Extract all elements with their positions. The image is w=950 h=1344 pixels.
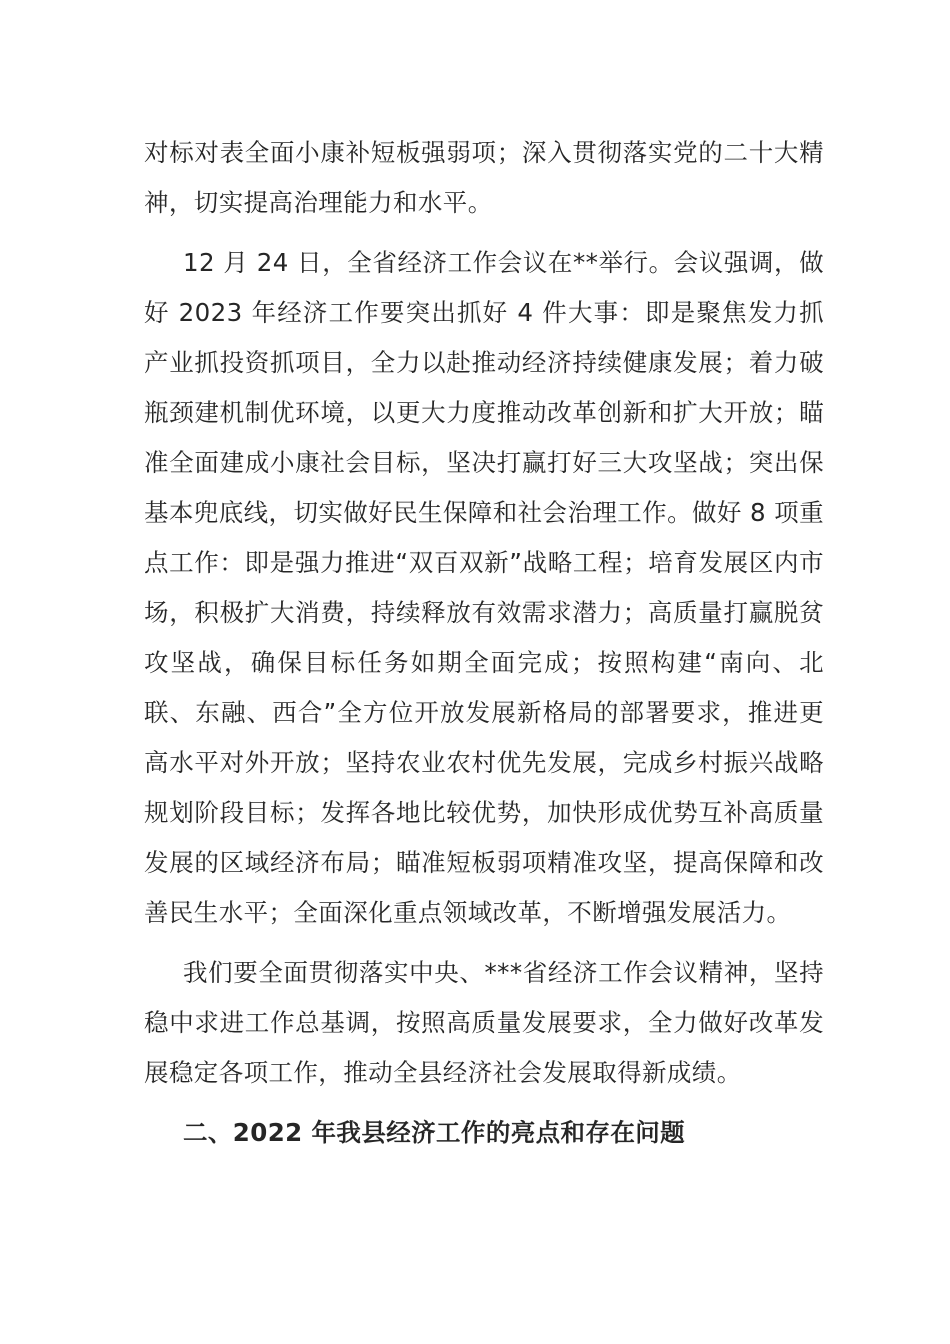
paragraph-implementation: 我们要全面贯彻落实中央、***省经济工作会议精神，坚持稳中求进工作总基调，按照高质量发展要求，全力做好改革发展稳定各项工作，推动全县经济社会发展取得新成绩。 bbox=[144, 958, 824, 1087]
section-heading: 二、2022 年我县经济工作的亮点和存在问题 bbox=[183, 1118, 686, 1147]
document-body bbox=[144, 128, 824, 1158]
paragraph-provincial-meeting: 12 月 24 日，全省经济工作会议在**举行。会议强调，做好 2023 年经济工作要突出抓好 4 件大事：即是聚焦发力抓产业抓投资抓项目，全力以赴推动经济持续健康发展；着力破瓶颈建机制优环境，以更大力度推动改革创新和扩大开放；瞄准全面建成小康社会目标，坚决打赢打好三大攻坚战；突出保基本兜底线，切实做好民生保障和社会治理工作。做好 8 项重点工作：即是强力推进“双百双新”战略工程；培育发展区内市场，积极扩大消费，持续释放有效需求潜力；高质量打赢脱贫攻坚战，确保目标任务如期全面完成；按照构建“南向、北联、东融、西合”全方位开放发展新格局的部署要求，推进更高水平对外开放；坚持农业农村优先发展，完成乡村振兴战略规划阶段目标；发挥各地比较优势，加快形成优势互补高质量发展的区域经济布局；瞄准短板弱项精准攻坚，提高保障和改善民生水平；全面深化重点领域改革，不断增强发展活力。 bbox=[144, 248, 824, 927]
paragraph-continuation: 对标对表全面小康补短板强弱项；深入贯彻落实党的二十大精神，切实提高治理能力和水平。 bbox=[144, 138, 824, 217]
